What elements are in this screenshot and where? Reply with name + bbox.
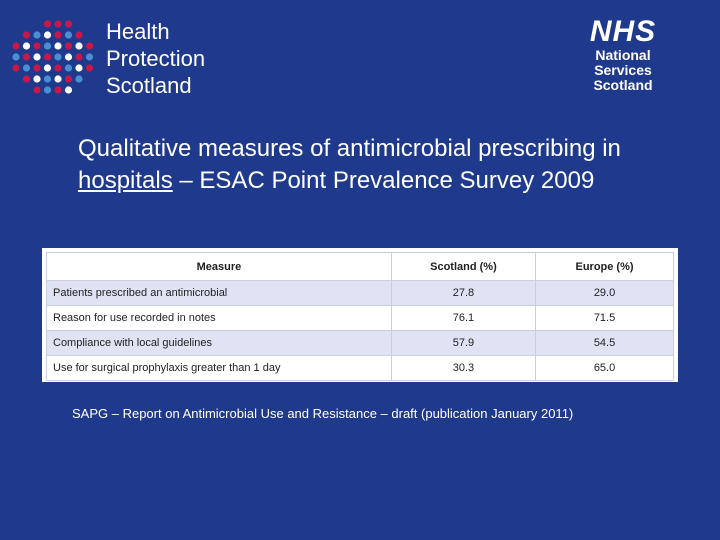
logo-dot	[44, 53, 51, 60]
hps-logo-text	[106, 18, 205, 99]
row-measure: Compliance with local guidelines	[47, 331, 392, 356]
logo-dot	[33, 75, 40, 82]
dots-logo-icon	[8, 14, 96, 102]
row-measure: Patients prescribed an antimicrobial	[47, 281, 392, 306]
measures-table	[46, 252, 674, 381]
header-measure: Measure	[47, 253, 392, 281]
measures-table-container	[42, 248, 678, 382]
header-europe: Europe (%)	[536, 253, 674, 281]
title-link-hospitals[interactable]: hospitals	[78, 167, 173, 194]
row-europe-value: 54.5	[536, 331, 674, 356]
row-scotland-value: 27.8	[391, 281, 535, 306]
table-row	[47, 331, 674, 356]
nhs-logo	[578, 16, 668, 116]
row-europe-value: 29.0	[536, 281, 674, 306]
row-measure: Reason for use recorded in notes	[47, 306, 392, 331]
row-measure: Use for surgical prophylaxis greater than 1 day	[47, 356, 392, 381]
title-part-1: Qualitative measures of antimicrobial prescribing in	[78, 135, 621, 162]
hps-logo-line2: Protection	[106, 46, 206, 71]
table-row	[47, 281, 674, 306]
logo-dot	[33, 42, 40, 49]
logo-dot	[54, 20, 61, 27]
logo-dot	[65, 31, 72, 38]
logo-dot	[54, 75, 61, 82]
logo-dot	[75, 75, 82, 82]
logo-dot	[86, 64, 93, 71]
logo-dot	[65, 64, 72, 71]
row-scotland-value: 57.9	[391, 331, 535, 356]
logo-dot	[65, 75, 72, 82]
table-header-row	[47, 253, 674, 281]
hps-logo	[8, 14, 238, 104]
logo-dot	[44, 42, 51, 49]
nhs-logo-line1: National	[595, 47, 651, 63]
logo-dot	[54, 64, 61, 71]
logo-dot	[75, 64, 82, 71]
header-scotland: Scotland (%)	[391, 253, 535, 281]
row-scotland-value: 76.1	[391, 306, 535, 331]
table-row	[47, 356, 674, 381]
row-europe-value: 71.5	[536, 306, 674, 331]
logo-dot	[65, 86, 72, 93]
logo-dot	[33, 53, 40, 60]
logo-dot	[23, 64, 30, 71]
slide-title	[78, 133, 638, 197]
logo-dot	[54, 31, 61, 38]
logo-dot	[12, 64, 19, 71]
source-citation: SAPG – Report on Antimicrobial Use and Resistance – draft (publication January 2011)	[72, 406, 574, 421]
row-europe-value: 65.0	[536, 356, 674, 381]
logo-dot	[33, 86, 40, 93]
logo-dot	[75, 42, 82, 49]
logo-dot	[75, 53, 82, 60]
nhs-mark: NHS	[589, 15, 657, 48]
logo-dot	[44, 75, 51, 82]
logo-dot	[12, 42, 19, 49]
hps-logo-line3: Scotland	[106, 73, 192, 98]
title-part-2: – ESAC Point Prevalence Survey 2009	[172, 167, 595, 194]
nhs-logo-line3: Scotland	[593, 77, 653, 93]
logo-dot	[86, 42, 93, 49]
logo-dot	[65, 42, 72, 49]
logo-dot	[54, 53, 61, 60]
logo-dot	[54, 42, 61, 49]
logo-dot	[23, 75, 30, 82]
row-scotland-value: 30.3	[391, 356, 535, 381]
logo-dot	[23, 31, 30, 38]
logo-dot	[44, 64, 51, 71]
logo-dot	[23, 42, 30, 49]
hps-logo-line1: Health	[106, 19, 170, 44]
logo-dot	[44, 20, 51, 27]
logo-dot	[33, 64, 40, 71]
logo-dot	[54, 86, 61, 93]
logo-dot	[23, 53, 30, 60]
logo-dot	[33, 31, 40, 38]
table-row	[47, 306, 674, 331]
logo-dot	[86, 53, 93, 60]
logo-dot	[65, 20, 72, 27]
logo-dot	[44, 31, 51, 38]
nhs-logo-line2: Services	[594, 62, 652, 78]
logo-dot	[75, 31, 82, 38]
logo-dot	[44, 86, 51, 93]
logo-dot	[65, 53, 72, 60]
logo-dot	[12, 53, 19, 60]
